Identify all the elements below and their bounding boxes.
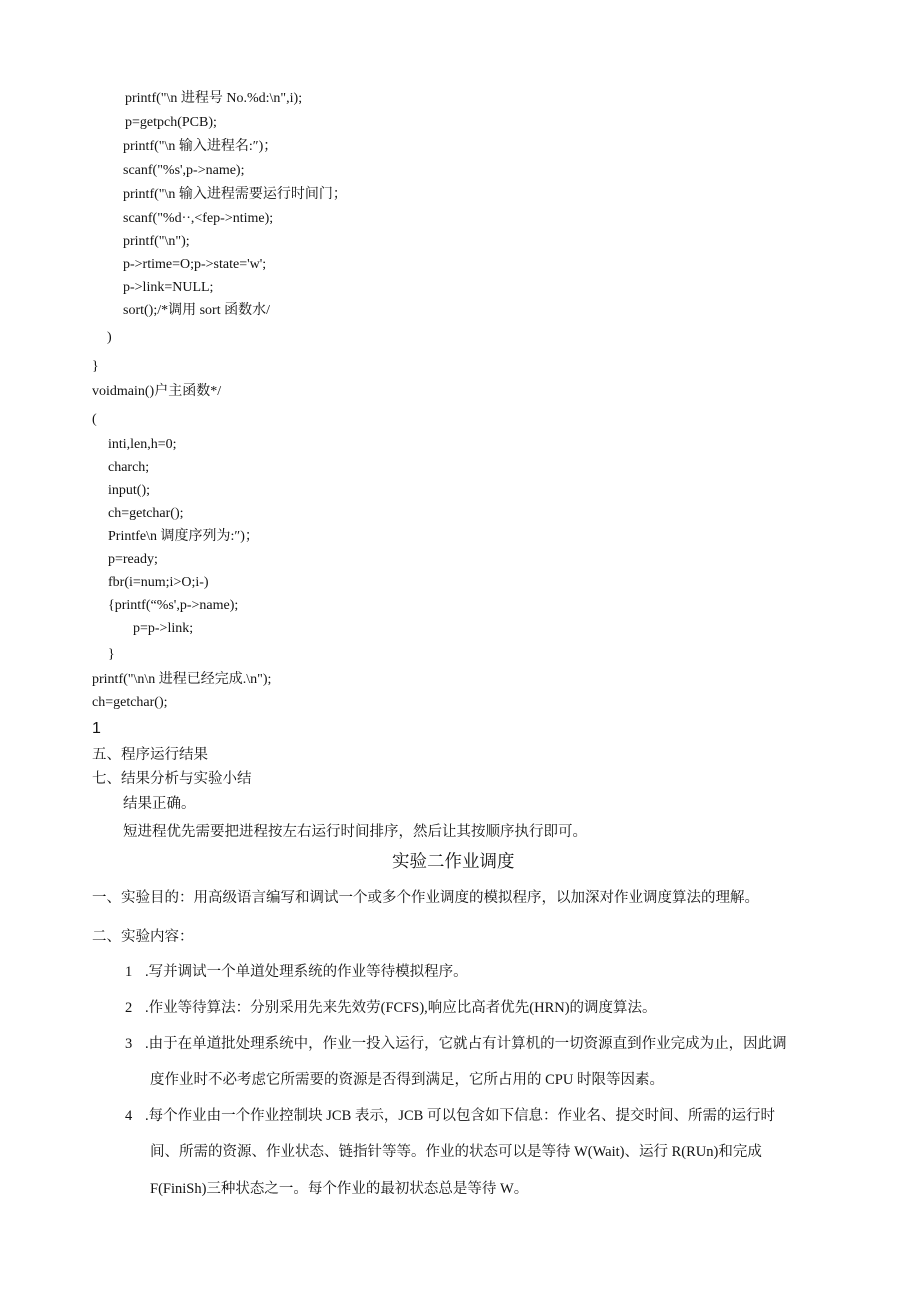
list-item-number: 2 (125, 1000, 133, 1016)
section-two-heading: 二、实验内容： (92, 929, 194, 945)
code-line: fbr(i=num;i>O;i-) (108, 575, 209, 590)
code-line: printf("\n 输入进程需要运行时间门； (123, 187, 347, 202)
code-line: } (108, 647, 115, 662)
list-item-text: .由于在单道批处理系统中，作业一投入运行，它就占有计算机的一切资源直到作业完成为止，因此调 (145, 1036, 787, 1052)
code-line: p=getpch(PCB); (125, 115, 217, 130)
code-line: ) (107, 330, 112, 345)
code-line: printf("\n 进程号 No.%d:\n",i); (125, 91, 303, 106)
list-item-number: 3 (125, 1036, 133, 1052)
code-line: } (92, 359, 99, 374)
code-line: scanf("%s',p->name); (123, 163, 245, 178)
section-seven-heading: 七、结果分析与实验小结 (92, 771, 252, 787)
code-line: {printf(“%s',p->name); (108, 598, 239, 613)
list-item-text: .写并调试一个单道处理系统的作业等待模拟程序。 (145, 964, 468, 980)
code-line: ( (92, 412, 97, 427)
code-line: p=ready; (108, 552, 158, 567)
code-line: voidmain()户主函数*/ (92, 384, 222, 399)
code-line: inti,len,h=0; (108, 437, 177, 452)
list-item-text-continued: 间、所需的资源、作业状态、链指针等等。作业的状态可以是等待 W(Wait)、运行 R(RUn)和完成 (150, 1144, 762, 1160)
code-line: Printfe\n 调度序列为:″)； (108, 529, 259, 544)
code-line: ch=getchar(); (92, 695, 168, 710)
list-item-number: 4 (125, 1108, 133, 1124)
code-line: printf("\n 输入进程名:″)； (123, 139, 278, 154)
code-line: p->link=NULL; (123, 280, 214, 295)
code-line: p->rtime=O;p->state='w'; (123, 257, 267, 272)
code-line: printf("\n"); (123, 234, 190, 249)
section-five-heading: 五、程序运行结果 (92, 747, 208, 763)
result-summary: 短进程优先需要把进程按左右运行时间排序，然后让其按顺序执行即可。 (123, 824, 587, 840)
list-item-text-continued: F(FiniSh)三种状态之一。每个作业的最初状态总是等待 W。 (150, 1181, 529, 1197)
list-item-text-continued: 度作业时不必考虑它所需要的资源是否得到满足，它所占用的 CPU 时限等因素。 (150, 1072, 664, 1088)
experiment-title: 实验二作业调度 (392, 851, 515, 871)
code-line: ch=getchar(); (108, 506, 184, 521)
code-line: sort();/*调用 sort 函数水/ (123, 303, 270, 318)
list-item-text: .每个作业由一个作业控制块 JCB 表示，JCB 可以包含如下信息：作业名、提交时间、所需的运行时 (145, 1108, 775, 1124)
code-line: charch; (108, 460, 150, 475)
stray-one: 1 (92, 720, 101, 737)
code-line: input(); (108, 483, 150, 498)
code-line: scanf("%d··,<fep->ntime); (123, 211, 274, 226)
list-item-number: 1 (125, 964, 133, 980)
code-line: printf("\n\n 进程已经完成.\n"); (92, 672, 272, 687)
section-one-paragraph: 一、实验目的：用高级语言编写和调试一个或多个作业调度的模拟程序，以加深对作业调度算法的理解。 (92, 890, 759, 906)
list-item-text: .作业等待算法：分别采用先来先效劳(FCFS),响应比高者优先(HRN)的调度算法。 (145, 1000, 657, 1016)
result-correct: 结果正确。 (123, 796, 196, 812)
code-line: p=p->link; (133, 621, 194, 636)
